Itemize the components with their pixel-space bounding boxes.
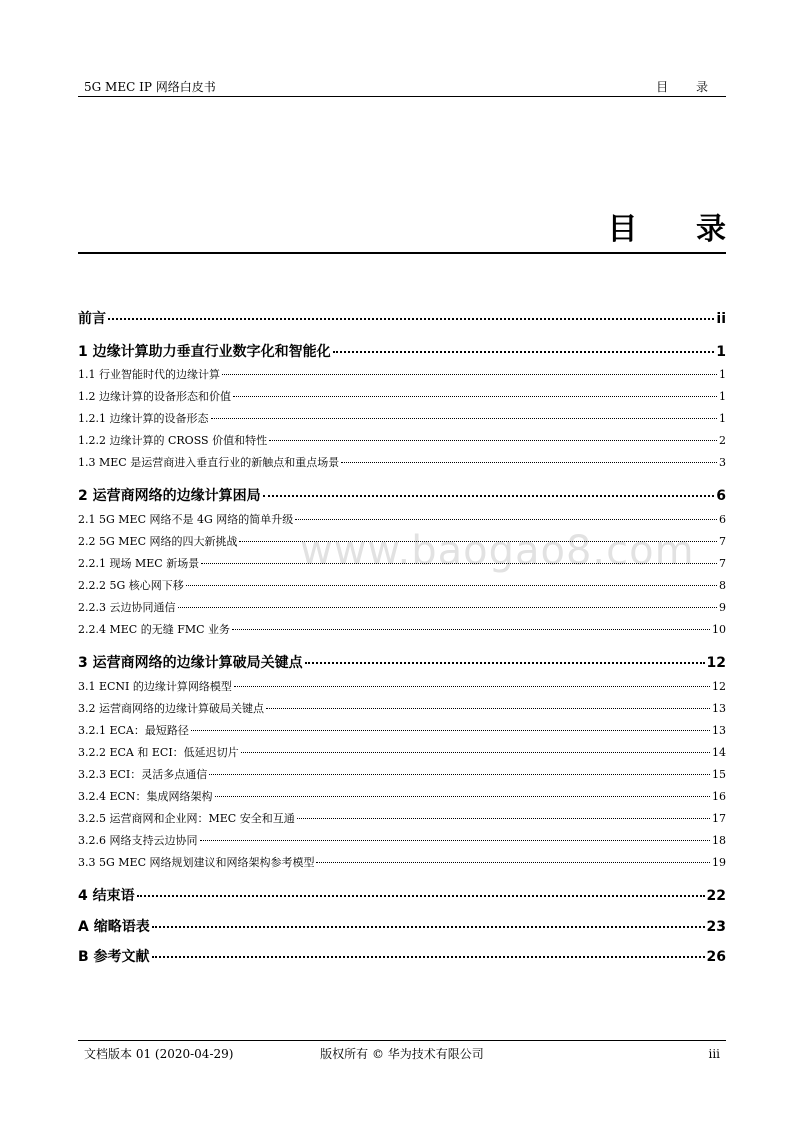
toc-entry-page-number: ii — [716, 311, 726, 327]
toc-entry-label: 4 结束语 — [78, 888, 135, 904]
toc-entry-page-number: 14 — [712, 746, 726, 759]
toc-entry-page-number: 7 — [719, 535, 726, 548]
toc-entry-label: 3.2.4 ECN：集成网络架构 — [78, 790, 213, 803]
toc-entry-page-number: 7 — [719, 557, 726, 570]
toc-chapter-entry[interactable] — [78, 308, 726, 330]
toc-entry-page-number: 16 — [712, 790, 726, 803]
toc-entry-page-number: 13 — [712, 702, 726, 715]
toc-entry-label: 3.2.2 ECA 和 ECI：低延迟切片 — [78, 746, 239, 759]
toc-entry-page-number: 1 — [716, 344, 726, 360]
toc-entry-page-number: 9 — [719, 601, 726, 614]
toc-dot-leader — [234, 686, 710, 687]
watermark: www.baogao8.com — [300, 528, 695, 574]
toc-entry-label: 3.2.1 ECA：最短路径 — [78, 724, 189, 737]
toc-entry-page-number: 1 — [719, 412, 726, 425]
toc-title — [78, 208, 750, 254]
toc-dot-leader — [178, 607, 718, 608]
toc-chapter-entry[interactable] — [78, 341, 726, 363]
toc-dot-leader — [333, 351, 715, 353]
toc-entry-page-number: 19 — [712, 856, 726, 869]
toc-section-entry[interactable] — [78, 454, 726, 472]
toc-section-entry[interactable] — [78, 621, 726, 639]
toc-dot-leader — [137, 895, 705, 897]
toc-dot-leader — [297, 818, 710, 819]
toc-dot-leader — [341, 462, 717, 463]
header-section-name: 目 录 — [656, 80, 720, 94]
toc-section-entry[interactable] — [78, 744, 726, 762]
toc-dot-leader — [305, 662, 705, 664]
toc-entry-label: A 缩略语表 — [78, 919, 150, 935]
page-footer — [78, 1040, 726, 1067]
toc-entry-label: B 参考文献 — [78, 949, 150, 965]
toc-chapter-entry[interactable] — [78, 652, 726, 674]
toc-dot-leader — [186, 585, 717, 586]
toc-dot-leader — [239, 541, 717, 542]
toc-entry-page-number: 3 — [719, 456, 726, 469]
toc-section-entry[interactable] — [78, 810, 726, 828]
toc-title-text: 目 录 — [607, 212, 750, 247]
toc-dot-leader — [295, 519, 717, 520]
toc-dot-leader — [211, 418, 718, 419]
toc-entry-label: 2.2.2 5G 核心网下移 — [78, 579, 184, 592]
toc-entry-label: 2 运营商网络的边缘计算困局 — [78, 488, 261, 504]
toc-dot-leader — [191, 730, 710, 731]
toc-entry-label: 1.2.2 边缘计算的 CROSS 价值和特性 — [78, 434, 268, 447]
toc-section-entry[interactable] — [78, 577, 726, 595]
toc-entry-label: 3.2.5 运营商网和企业网：MEC 安全和互通 — [78, 812, 295, 825]
toc-entry-page-number: 6 — [716, 488, 726, 504]
toc-dot-leader — [269, 440, 717, 441]
toc-section-entry[interactable] — [78, 533, 726, 551]
toc-dot-leader — [152, 926, 705, 928]
toc-chapter-entry[interactable] — [78, 946, 726, 968]
toc-entry-label: 1.2.1 边缘计算的设备形态 — [78, 412, 209, 425]
toc-entry-page-number: 17 — [712, 812, 726, 825]
toc-entry-page-number: 12 — [706, 655, 726, 671]
toc-entry-label: 3.2.3 ECI：灵活多点通信 — [78, 768, 208, 781]
page-header — [78, 78, 726, 97]
toc-entry-page-number: 12 — [712, 680, 726, 693]
toc-dot-leader — [152, 956, 705, 958]
toc-section-entry[interactable] — [78, 700, 726, 718]
toc-chapter-entry[interactable] — [78, 916, 726, 938]
toc-section-entry[interactable] — [78, 432, 726, 450]
toc-section-entry[interactable] — [78, 766, 726, 784]
footer-copyright: 版权所有 © 华为技术有限公司 — [320, 1047, 484, 1061]
toc-dot-leader — [316, 862, 710, 863]
toc-dot-leader — [232, 629, 710, 630]
toc-dot-leader — [209, 774, 710, 775]
toc-dot-leader — [108, 318, 714, 320]
toc-entry-page-number: 13 — [712, 724, 726, 737]
toc-entry-label: 1 边缘计算助力垂直行业数字化和智能化 — [78, 344, 331, 360]
toc-section-entry[interactable] — [78, 511, 726, 529]
toc-entry-label: 3.1 ECNI 的边缘计算网络模型 — [78, 680, 232, 693]
toc-chapter-entry[interactable] — [78, 485, 726, 507]
toc-chapter-entry[interactable] — [78, 885, 726, 907]
toc-entry-page-number: 22 — [706, 888, 726, 904]
toc-entry-page-number: 18 — [712, 834, 726, 847]
toc-entry-label: 3 运营商网络的边缘计算破局关键点 — [78, 655, 303, 671]
toc-entry-label: 2.2.1 现场 MEC 新场景 — [78, 557, 200, 570]
toc-section-entry[interactable] — [78, 599, 726, 617]
toc-entry-page-number: 26 — [706, 949, 726, 965]
toc-section-entry[interactable] — [78, 832, 726, 850]
toc-section-entry[interactable] — [78, 678, 726, 696]
toc-entry-label: 1.1 行业智能时代的边缘计算 — [78, 368, 220, 381]
toc-entry-page-number: 15 — [712, 768, 726, 781]
toc-section-entry[interactable] — [78, 388, 726, 406]
toc-entry-page-number: 23 — [706, 919, 726, 935]
toc-entry-page-number: 10 — [712, 623, 726, 636]
toc-entry-label: 2.2.4 MEC 的无缝 FMC 业务 — [78, 623, 230, 636]
toc-entry-label: 2.1 5G MEC 网络不是 4G 网络的简单升级 — [78, 513, 294, 526]
toc-dot-leader — [233, 396, 717, 397]
toc-dot-leader — [201, 563, 717, 564]
footer-document-version: 文档版本 01 (2020-04-29) — [84, 1047, 234, 1061]
toc-section-entry[interactable] — [78, 722, 726, 740]
toc-section-entry[interactable] — [78, 410, 726, 428]
toc-dot-leader — [241, 752, 710, 753]
toc-section-entry[interactable] — [78, 854, 726, 872]
toc-section-entry[interactable] — [78, 788, 726, 806]
toc-entry-label: 1.3 MEC 是运营商进入垂直行业的新触点和重点场景 — [78, 456, 340, 469]
toc-entry-label: 2.2 5G MEC 网络的四大新挑战 — [78, 535, 238, 548]
toc-dot-leader — [200, 840, 711, 841]
toc-dot-leader — [266, 708, 710, 709]
header-document-title: 5G MEC IP 网络白皮书 — [84, 80, 216, 94]
toc-dot-leader — [263, 495, 715, 497]
toc-entry-label: 1.2 边缘计算的设备形态和价值 — [78, 390, 231, 403]
toc-entry-page-number: 2 — [719, 434, 726, 447]
toc-entry-label: 3.2.6 网络支持云边协同 — [78, 834, 198, 847]
toc-section-entry[interactable] — [78, 366, 726, 384]
toc-entry-label: 2.2.3 云边协同通信 — [78, 601, 176, 614]
toc-entry-page-number: 8 — [719, 579, 726, 592]
toc-dot-leader — [222, 374, 717, 375]
toc-entry-label: 3.2 运营商网络的边缘计算破局关键点 — [78, 702, 264, 715]
toc-entry-page-number: 1 — [719, 390, 726, 403]
toc-section-entry[interactable] — [78, 555, 726, 573]
footer-page-number: iii — [708, 1047, 720, 1061]
toc-entry-label: 3.3 5G MEC 网络规划建议和网络架构参考模型 — [78, 856, 315, 869]
toc-entry-page-number: 1 — [719, 368, 726, 381]
toc-dot-leader — [215, 796, 710, 797]
toc-entry-label: 前言 — [78, 311, 106, 327]
toc-entry-page-number: 6 — [719, 513, 726, 526]
